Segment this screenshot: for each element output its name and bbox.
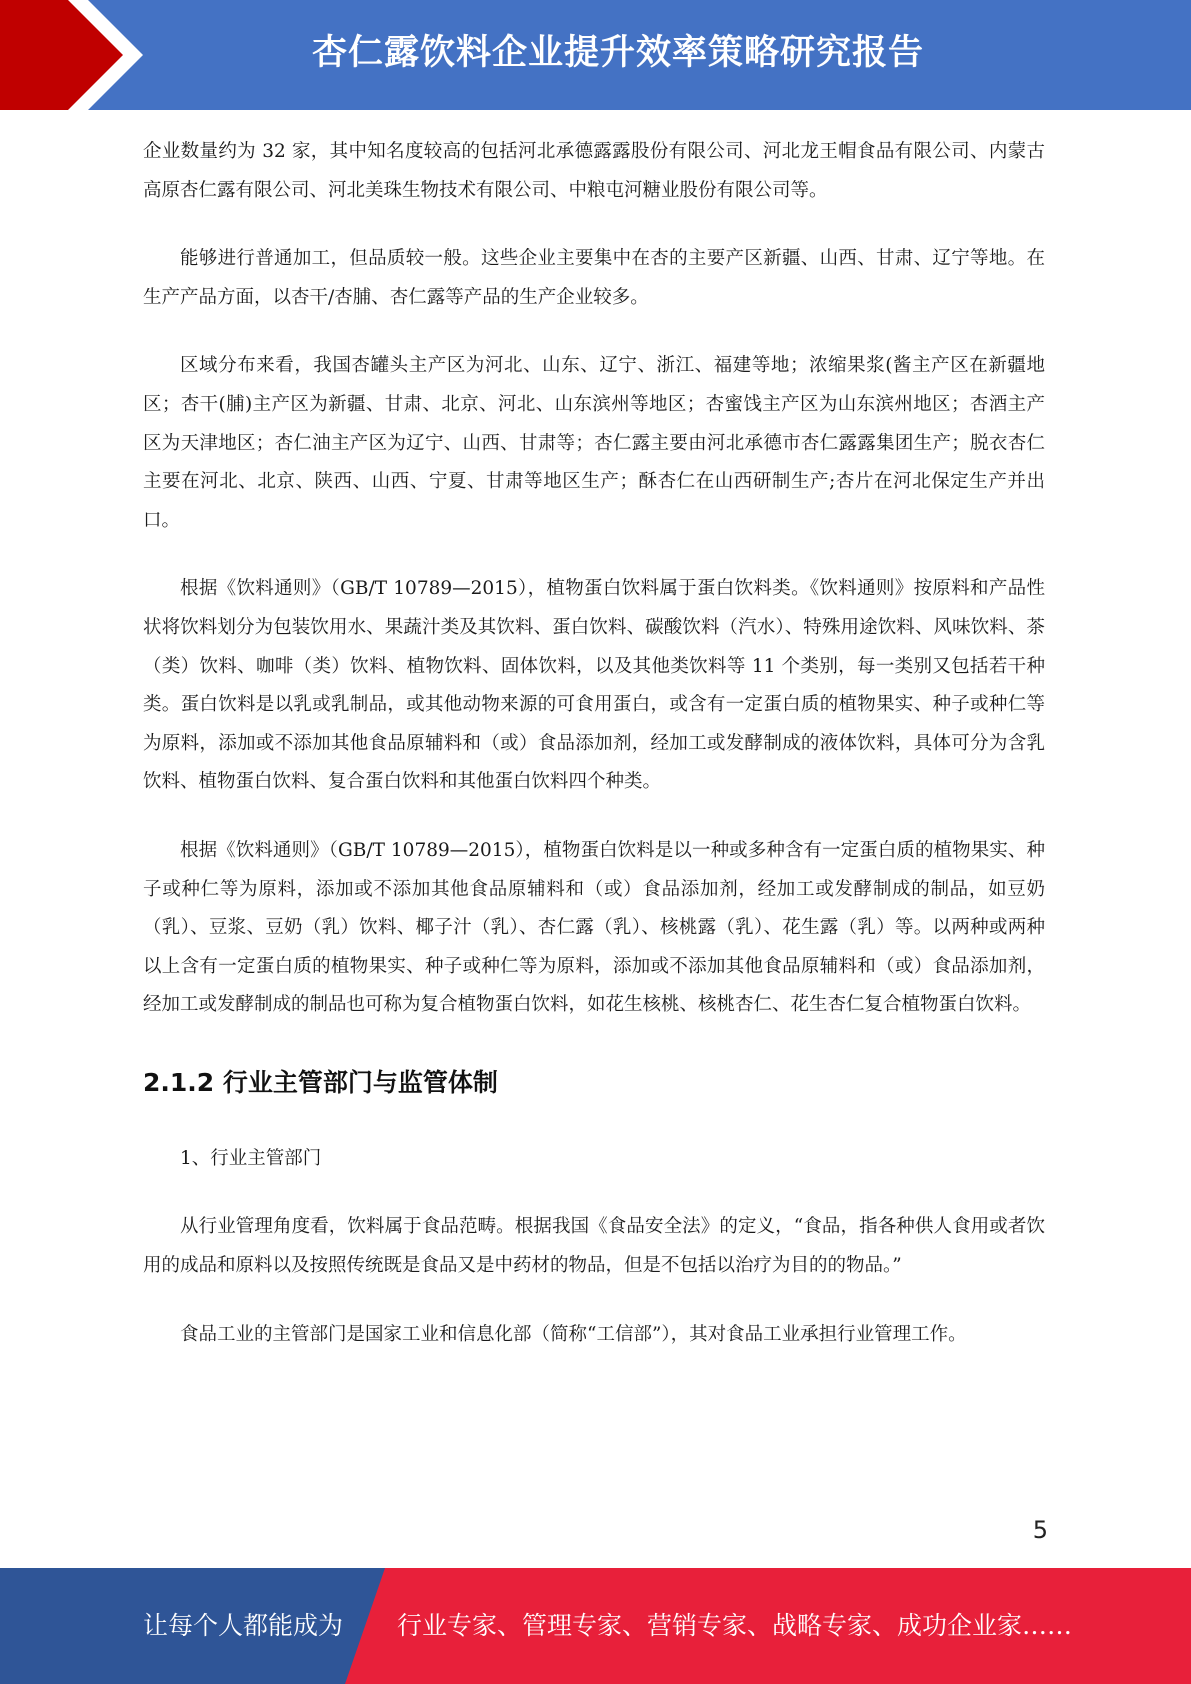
- footer-slogan-left: 让每个人都能成为: [143, 1611, 344, 1640]
- section-heading: 2.1.2 行业主管部门与监管体制: [143, 1067, 498, 1097]
- footer-slogan-right: 行业专家、管理专家、营销专家、战略专家、成功企业家……: [397, 1611, 1073, 1640]
- subsection-label: 1、行业主管部门: [180, 1147, 322, 1169]
- report-title: 杏仁露饮料企业提升效率策略研究报告: [311, 33, 924, 73]
- paragraph: 能够进行普通加工，但品质较一般。这些企业主要集中在杏的主要产区新疆、山西、甘肃、辽宁等地。在生产产品方面，以杏干/杏脯、杏仁露等产品的生产企业较多。: [143, 248, 1045, 308]
- paragraph: 食品工业的主管部门是国家工业和信息化部（简称“工信部”），其对食品工业承担行业管理工作。: [180, 1323, 967, 1345]
- page-number: 5: [1032, 1516, 1048, 1544]
- paragraph: 区域分布来看，我国杏罐头主产区为河北、山东、辽宁、浙江、福建等地；浓缩果浆(酱主产区在新疆地区；杏干(脯)主产区为新疆、甘肃、北京、河北、山东滨州等地区；杏蜜饯主产区为山东滨州地区；杏酒主产区为天津地区；杏仁油主产区为辽宁、山西、甘肃等；杏仁露主要由河北承德市杏仁露露集团生产；脱衣杏仁主要在河北、北京、陕西、山西、宁夏、甘肃等地区生产；酥杏仁在山西研制生产;杏片在河北保定生产并出口。: [143, 355, 1045, 531]
- paragraph: 从行业管理角度看，饮料属于食品范畴。根据我国《食品安全法》的定义，“食品，指各种供人食用或者饮用的成品和原料以及按照传统既是食品又是中药材的物品，但是不包括以治疗为目的的物品。”: [143, 1216, 1045, 1277]
- paragraph: 企业数量约为 32 家，其中知名度较高的包括河北承德露露股份有限公司、河北龙王帽食品有限公司、内蒙古高原杏仁露有限公司、河北美珠生物技术有限公司、中粮屯河糖业股份有限公司等。: [143, 141, 1045, 201]
- page-footer: [0, 1568, 1191, 1684]
- page-header: [0, 0, 1191, 110]
- document-body: [143, 133, 1045, 1384]
- paragraph: 根据《饮料通则》（GB/T 10789—2015），植物蛋白饮料是以一种或多种含有一定蛋白质的植物果实、种子或种仁等为原料，添加或不添加其他食品原辅料和（或）食品添加剂，经加工或发酵制成的制品，如豆奶（乳）、豆浆、豆奶（乳）饮料、椰子汁（乳）、杏仁露（乳）、核桃露（乳）、花生露（乳）等。以两种或两种以上含有一定蛋白质的植物果实、种子或种仁等为原料，添加或不添加其他食品原辅料和（或）食品添加剂，经加工或发酵制成的制品也可称为复合植物蛋白饮料，如花生核桃、核桃杏仁、花生杏仁复合植物蛋白饮料。: [143, 839, 1045, 1016]
- paragraph: 根据《饮料通则》（GB/T 10789—2015），植物蛋白饮料属于蛋白饮料类。《饮料通则》按原料和产品性状将饮料划分为包装饮用水、果蔬汁类及其饮料、蛋白饮料、碳酸饮料（汽水）、特殊用途饮料、风味饮料、茶（类）饮料、咖啡（类）饮料、植物饮料、固体饮料，以及其他类饮料等 11 个类别，每一类别又包括若干种类。蛋白饮料是以乳或乳制品，或其他动物来源的可食用蛋白，或含有一定蛋白质的植物果实、种子或种仁等为原料，添加或不添加其他食品原辅料和（或）食品添加剂，经加工或发酵制成的液体饮料，具体可分为含乳饮料、植物蛋白饮料、复合蛋白饮料和其他蛋白饮料四个种类。: [143, 578, 1045, 793]
